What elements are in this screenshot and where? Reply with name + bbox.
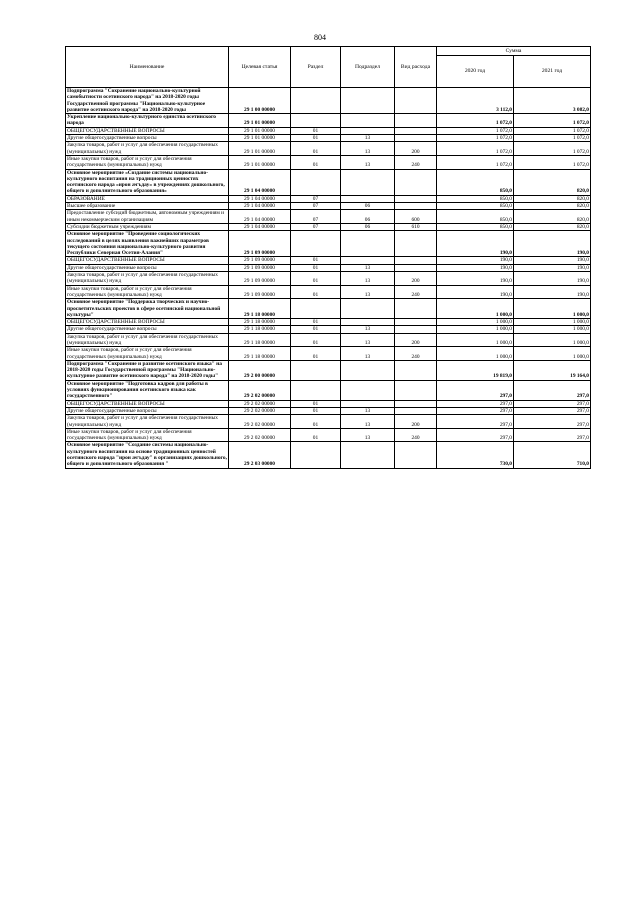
cell-subsection: 13 bbox=[341, 415, 395, 429]
cell-subsection bbox=[341, 257, 395, 264]
header-2020: 2020 год bbox=[437, 56, 514, 88]
budget-table bbox=[65, 46, 591, 469]
cell-target: 29 1 01 00000 bbox=[229, 135, 291, 142]
cell-2021: 3 082,0 bbox=[514, 88, 591, 114]
table-row bbox=[66, 114, 591, 128]
cell-name: Укрепление национально-культурного единства осетинского народа bbox=[66, 114, 229, 128]
table-row bbox=[66, 231, 591, 257]
cell-target: 29 1 18 00000 bbox=[229, 333, 291, 347]
cell-subsection bbox=[341, 231, 395, 257]
cell-2021: 190,0 bbox=[514, 264, 591, 271]
table-row bbox=[66, 285, 591, 299]
cell-2021: 1 000,0 bbox=[514, 299, 591, 319]
cell-2020: 1 072,0 bbox=[437, 114, 514, 128]
cell-section: 01 bbox=[291, 142, 341, 156]
cell-subsection bbox=[341, 380, 395, 400]
cell-subsection: 13 bbox=[341, 333, 395, 347]
cell-name: Основное мероприятие "Создание системы национально-культурного воспитания на основе традиционных ценностей осетинского народа "ирон æгъдау" в организациях дошкольного, общего и дополнительного образования " bbox=[67, 442, 227, 468]
cell-subsection bbox=[341, 88, 395, 114]
cell-2021: 19 164,0 bbox=[514, 360, 591, 380]
cell-expense-type bbox=[395, 257, 437, 264]
table-row bbox=[66, 333, 591, 347]
cell-2020: 297,0 bbox=[437, 428, 514, 442]
cell-name: Закупка товаров, работ и услуг для обеспечения государственных (муниципальных) нужд bbox=[66, 142, 229, 156]
header-2021: 2021 год bbox=[514, 56, 591, 88]
cell-2021: 820,0 bbox=[514, 195, 591, 202]
table-row bbox=[66, 380, 591, 400]
cell-section: 01 bbox=[291, 319, 341, 326]
cell-name: ОБЩЕГОСУДАРСТВЕННЫЕ ВОПРОСЫ bbox=[66, 400, 229, 407]
cell-subsection bbox=[341, 299, 395, 319]
cell-2020: 297,0 bbox=[437, 407, 514, 414]
cell-expense-type: 240 bbox=[395, 155, 437, 169]
table-row bbox=[66, 326, 591, 333]
header-name: Наименование bbox=[66, 47, 229, 88]
header-section: Раздел bbox=[291, 47, 341, 88]
cell-expense-type bbox=[395, 326, 437, 333]
cell-name: Высшее образование bbox=[66, 203, 229, 210]
cell-subsection: 13 bbox=[341, 135, 395, 142]
cell-2021: 1 072,0 bbox=[514, 155, 591, 169]
cell-target: 29 1 18 00000 bbox=[229, 319, 291, 326]
cell-name: Основное мероприятие «Создание системы национально-культурного воспитания на традиционных ценностях осетинского народа «ирон æгъдау» в учреждениях дошкольного, общего и дополнительного образования» bbox=[66, 169, 229, 195]
table-row bbox=[66, 272, 591, 286]
cell-target: 29 1 04 00000 bbox=[229, 195, 291, 202]
table-row bbox=[66, 299, 591, 319]
cell-section bbox=[291, 169, 341, 195]
cell-target: 29 1 09 00000 bbox=[229, 231, 291, 257]
table-row bbox=[66, 88, 591, 114]
cell-target: 29 1 04 00000 bbox=[229, 203, 291, 210]
cell-2020: 1 072,0 bbox=[437, 155, 514, 169]
cell-target: 29 2 02 00000 bbox=[229, 380, 291, 400]
cell-expense-type bbox=[395, 169, 437, 195]
cell-2020: 1 000,0 bbox=[437, 299, 514, 319]
cell-2021: 190,0 bbox=[514, 272, 591, 286]
cell-expense-type: 200 bbox=[395, 272, 437, 286]
cell-subsection: 13 bbox=[341, 155, 395, 169]
cell-expense-type: 600 bbox=[395, 210, 437, 224]
cell-2020: 1 072,0 bbox=[437, 135, 514, 142]
cell-target: 29 2 00 00000 bbox=[229, 360, 291, 380]
cell-target: 29 2 02 00000 bbox=[229, 415, 291, 429]
cell-expense-type bbox=[395, 400, 437, 407]
cell-subsection: 13 bbox=[341, 407, 395, 414]
cell-section: 01 bbox=[291, 428, 341, 442]
cell-name: Иные закупки товаров, работ и услуг для обеспечения государственных (муниципальных) нужд bbox=[66, 347, 229, 361]
table-row bbox=[66, 155, 591, 169]
cell-target: 29 1 00 00000 bbox=[229, 88, 291, 114]
cell-section: 01 bbox=[291, 127, 341, 134]
cell-2021: 297,0 bbox=[514, 428, 591, 442]
cell-subsection: 13 bbox=[341, 142, 395, 156]
cell-2021: 820,0 bbox=[514, 210, 591, 224]
cell-section bbox=[291, 380, 341, 400]
cell-name: ОБЩЕГОСУДАРСТВЕННЫЕ ВОПРОСЫ bbox=[66, 127, 229, 134]
cell-name: Закупка товаров, работ и услуг для обеспечения государственных (муниципальных) нужд bbox=[66, 272, 229, 286]
table-row bbox=[66, 415, 591, 429]
cell-2021: 1 000,0 bbox=[514, 326, 591, 333]
cell-section: 01 bbox=[291, 264, 341, 271]
page-number: 804 bbox=[314, 33, 326, 42]
cell-subsection: 06 bbox=[341, 223, 395, 230]
cell-target: 29 1 01 00000 bbox=[229, 127, 291, 134]
cell-expense-type bbox=[395, 203, 437, 210]
header-expense-type: Вид расхода bbox=[395, 47, 437, 88]
cell-subsection bbox=[341, 127, 395, 134]
table-row bbox=[66, 210, 591, 224]
table-row bbox=[66, 169, 591, 195]
cell-target: 29 2 03 00000 bbox=[229, 442, 291, 468]
cell-subsection: 13 bbox=[341, 285, 395, 299]
cell-section: 01 bbox=[291, 285, 341, 299]
cell-2020: 850,0 bbox=[437, 223, 514, 230]
cell-section bbox=[291, 114, 341, 128]
cell-target: 29 1 01 00000 bbox=[229, 142, 291, 156]
table-row bbox=[66, 264, 591, 271]
table-row bbox=[66, 319, 591, 326]
cell-section bbox=[291, 442, 341, 468]
cell-name: Подпрограмма "Сохранение национально-культурной самобытности осетинского народа" на 2018-2020 годы Государственной программы "Национально-культурное развитие осетинского народа" на 2018-2020 годы bbox=[66, 88, 229, 114]
cell-2021: 297,0 bbox=[514, 415, 591, 429]
cell-2020: 297,0 bbox=[437, 400, 514, 407]
cell-name: Иные закупки товаров, работ и услуг для обеспечения государственных (муниципальных) нужд bbox=[66, 285, 229, 299]
cell-2021: 1 000,0 bbox=[514, 333, 591, 347]
cell-subsection: 13 bbox=[341, 264, 395, 271]
cell-2021: 190,0 bbox=[514, 285, 591, 299]
cell-expense-type: 200 bbox=[395, 333, 437, 347]
cell-target: 29 1 09 00000 bbox=[229, 272, 291, 286]
cell-target: 29 1 09 00000 bbox=[229, 257, 291, 264]
cell-subsection: 06 bbox=[341, 210, 395, 224]
table-row bbox=[66, 257, 591, 264]
cell-name: Другие общегосударственные вопросы bbox=[66, 264, 229, 271]
cell-target: 29 1 18 00000 bbox=[229, 326, 291, 333]
cell-name: Основное мероприятие "Подготовка кадров для работы в условиях функционирования осетинского языка как государственного" bbox=[66, 380, 229, 400]
cell-2021: 190,0 bbox=[514, 231, 591, 257]
cell-2021: 1 072,0 bbox=[514, 114, 591, 128]
cell-expense-type bbox=[395, 299, 437, 319]
cell-name: Основное мероприятие "Поддержка творческих и научно-просветительских проектов в сфере осетинской национальной культуры" bbox=[66, 299, 229, 319]
cell-2021: 297,0 bbox=[514, 407, 591, 414]
cell-expense-type bbox=[395, 231, 437, 257]
cell-expense-type bbox=[395, 319, 437, 326]
cell-subsection bbox=[341, 360, 395, 380]
cell-target: 29 1 18 00000 bbox=[229, 347, 291, 361]
table-row bbox=[66, 442, 591, 468]
cell-section: 07 bbox=[291, 223, 341, 230]
cell-2020: 850,0 bbox=[437, 195, 514, 202]
cell-target: 29 2 02 00000 bbox=[229, 428, 291, 442]
cell-2020: 1 000,0 bbox=[437, 347, 514, 361]
cell-name: Другие общегосударственные вопросы bbox=[66, 407, 229, 414]
cell-target: 29 1 09 00000 bbox=[229, 285, 291, 299]
cell-2020: 190,0 bbox=[437, 257, 514, 264]
cell-subsection bbox=[341, 169, 395, 195]
cell-subsection bbox=[341, 400, 395, 407]
header-sum: Сумма bbox=[437, 47, 591, 56]
cell-name: ОБЩЕГОСУДАРСТВЕННЫЕ ВОПРОСЫ bbox=[66, 257, 229, 264]
table-row bbox=[66, 135, 591, 142]
cell-subsection bbox=[341, 114, 395, 128]
cell-expense-type bbox=[395, 88, 437, 114]
cell-name: Субсидии бюджетным учреждениям bbox=[66, 223, 229, 230]
cell-section: 01 bbox=[291, 155, 341, 169]
cell-section: 01 bbox=[291, 333, 341, 347]
cell-2020: 190,0 bbox=[437, 231, 514, 257]
cell-2020: 297,0 bbox=[437, 415, 514, 429]
table-row bbox=[66, 142, 591, 156]
cell-target: 29 1 01 00000 bbox=[229, 114, 291, 128]
table-row bbox=[66, 360, 591, 380]
cell-2021: 710,0 bbox=[514, 442, 591, 468]
table-body bbox=[66, 88, 591, 469]
header-target: Целевая статья bbox=[229, 47, 291, 88]
cell-2020: 190,0 bbox=[437, 272, 514, 286]
cell-subsection bbox=[341, 319, 395, 326]
cell-subsection: 06 bbox=[341, 203, 395, 210]
cell-2020: 1 000,0 bbox=[437, 319, 514, 326]
cell-2021: 190,0 bbox=[514, 257, 591, 264]
cell-section: 01 bbox=[291, 407, 341, 414]
cell-2020: 3 112,0 bbox=[437, 88, 514, 114]
cell-expense-type bbox=[395, 264, 437, 271]
cell-2020: 850,0 bbox=[437, 210, 514, 224]
cell-2020: 850,0 bbox=[437, 203, 514, 210]
cell-section: 07 bbox=[291, 195, 341, 202]
cell-name: Предоставление субсидий бюджетным, автономным учреждениям и иным некоммерческим организациям bbox=[66, 210, 229, 224]
cell-2020: 1 000,0 bbox=[437, 333, 514, 347]
cell-subsection: 13 bbox=[341, 428, 395, 442]
cell-2021: 1 000,0 bbox=[514, 319, 591, 326]
cell-target: 29 1 04 00000 bbox=[229, 210, 291, 224]
cell-expense-type: 240 bbox=[395, 347, 437, 361]
cell-target: 29 1 18 00000 bbox=[229, 299, 291, 319]
cell-2020: 850,0 bbox=[437, 169, 514, 195]
cell-name: Иные закупки товаров, работ и услуг для обеспечения государственных (муниципальных) нужд bbox=[66, 155, 229, 169]
cell-expense-type bbox=[395, 407, 437, 414]
cell-expense-type bbox=[395, 380, 437, 400]
cell-name: Закупка товаров, работ и услуг для обеспечения государственных (муниципальных) нужд bbox=[66, 415, 229, 429]
cell-subsection: 13 bbox=[341, 272, 395, 286]
cell-2020: 190,0 bbox=[437, 264, 514, 271]
cell-target: 29 2 02 00000 bbox=[229, 407, 291, 414]
table-row bbox=[66, 195, 591, 202]
cell-name: Подпрограмма "Сохранение и развитие осетинского языка" на 2018-2020 годы Государственной программы "Национально-культурное развитие осетинского народа" на 2018-2020 годы" bbox=[66, 360, 229, 380]
cell-2021: 297,0 bbox=[514, 380, 591, 400]
cell-section: 07 bbox=[291, 210, 341, 224]
cell-2020: 1 072,0 bbox=[437, 127, 514, 134]
header-subsection: Подраздел bbox=[341, 47, 395, 88]
cell-name: Другие общегосударственные вопросы bbox=[66, 135, 229, 142]
cell-subsection bbox=[341, 195, 395, 202]
cell-expense-type: 240 bbox=[395, 428, 437, 442]
cell-2020: 297,0 bbox=[437, 380, 514, 400]
cell-section: 01 bbox=[291, 326, 341, 333]
cell-2020: 1 072,0 bbox=[437, 142, 514, 156]
cell-name: Основное мероприятие "Проведение социологических исследований в целях выявления важнейших параметров текущего состояния национально-культурного развития Республики Северная Осетия-Алания" bbox=[66, 231, 229, 257]
cell-expense-type bbox=[395, 442, 437, 468]
cell-expense-type bbox=[395, 127, 437, 134]
cell-section bbox=[291, 299, 341, 319]
cell-section bbox=[291, 360, 341, 380]
cell-section: 07 bbox=[291, 203, 341, 210]
cell-section: 01 bbox=[291, 347, 341, 361]
cell-section: 01 bbox=[291, 415, 341, 429]
cell-name: Закупка товаров, работ и услуг для обеспечения государственных (муниципальных) нужд bbox=[66, 333, 229, 347]
cell-expense-type: 200 bbox=[395, 142, 437, 156]
cell-2021: 1 072,0 bbox=[514, 142, 591, 156]
table-row bbox=[66, 407, 591, 414]
cell-target: 29 1 09 00000 bbox=[229, 264, 291, 271]
cell-target: 29 1 01 00000 bbox=[229, 155, 291, 169]
cell-2020: 19 819,0 bbox=[437, 360, 514, 380]
cell-expense-type bbox=[395, 114, 437, 128]
cell-target: 29 1 04 00000 bbox=[229, 169, 291, 195]
cell-2020: 1 000,0 bbox=[437, 326, 514, 333]
cell-section: 01 bbox=[291, 400, 341, 407]
cell-2021: 820,0 bbox=[514, 203, 591, 210]
cell-target: 29 1 04 00000 bbox=[229, 223, 291, 230]
cell-2021: 1 000,0 bbox=[514, 347, 591, 361]
cell-subsection bbox=[341, 442, 395, 468]
cell-2020: 730,0 bbox=[437, 442, 514, 468]
table-row bbox=[66, 223, 591, 230]
cell-2021: 1 072,0 bbox=[514, 135, 591, 142]
table-row bbox=[66, 347, 591, 361]
cell-section: 01 bbox=[291, 257, 341, 264]
table-row bbox=[66, 127, 591, 134]
cell-expense-type: 610 bbox=[395, 223, 437, 230]
cell-expense-type: 200 bbox=[395, 415, 437, 429]
table-row bbox=[66, 400, 591, 407]
cell-target: 29 2 02 00000 bbox=[229, 400, 291, 407]
cell-2021: 1 072,0 bbox=[514, 127, 591, 134]
cell-subsection: 13 bbox=[341, 326, 395, 333]
cell-name: ОБЩЕГОСУДАРСТВЕННЫЕ ВОПРОСЫ bbox=[66, 319, 229, 326]
cell-name: ОБРАЗОВАНИЕ bbox=[66, 195, 229, 202]
cell-expense-type bbox=[395, 135, 437, 142]
cell-2021: 820,0 bbox=[514, 169, 591, 195]
cell-expense-type bbox=[395, 195, 437, 202]
cell-section bbox=[291, 88, 341, 114]
cell-section: 01 bbox=[291, 135, 341, 142]
cell-section: 01 bbox=[291, 272, 341, 286]
cell-2021: 820,0 bbox=[514, 223, 591, 230]
cell-section bbox=[291, 231, 341, 257]
cell-name: Другие общегосударственные вопросы bbox=[66, 326, 229, 333]
cell-expense-type: 240 bbox=[395, 285, 437, 299]
cell-expense-type bbox=[395, 360, 437, 380]
cell-name: Иные закупки товаров, работ и услуг для обеспечения государственных (муниципальных) нужд bbox=[66, 428, 229, 442]
cell-2021: 297,0 bbox=[514, 400, 591, 407]
table-row bbox=[66, 428, 591, 442]
cell-subsection: 13 bbox=[341, 347, 395, 361]
cell-2020: 190,0 bbox=[437, 285, 514, 299]
table-row bbox=[66, 203, 591, 210]
